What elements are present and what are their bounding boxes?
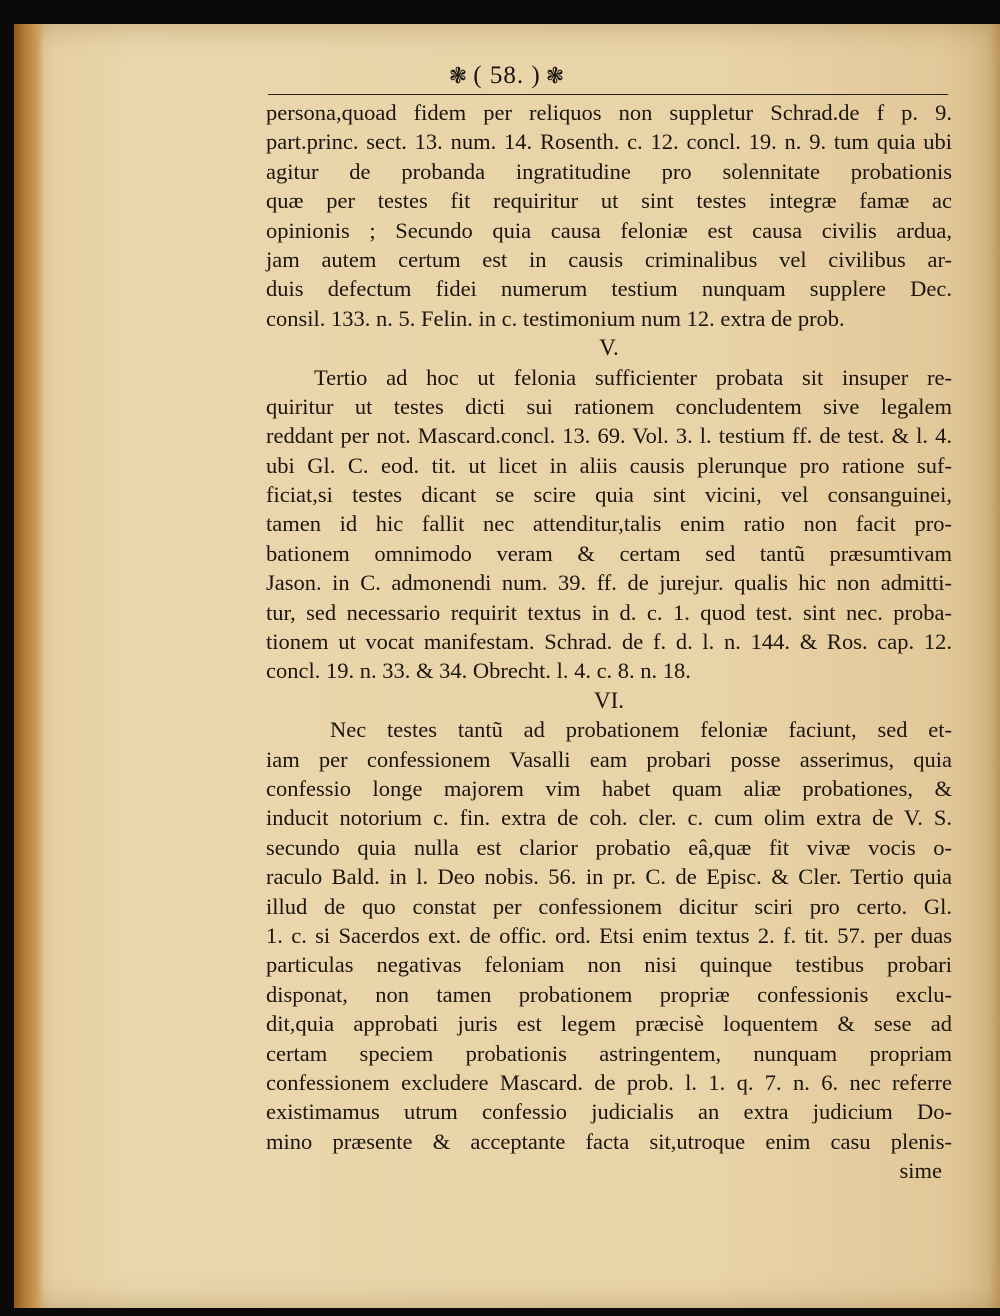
text-line: confessio longe majorem vim habet quam aliæ probationes, & — [266, 775, 952, 801]
page-gutter — [14, 24, 44, 1308]
text-line: confessionem excludere Mascard. de prob. l. 1. q. 7. n. 6. nec referre — [266, 1069, 952, 1095]
text-line: quæ per testes fit requiritur ut sint testes integræ famæ ac — [266, 188, 952, 214]
text-line: bationem omnimodo veram & certam sed tantũ præsumtivam — [266, 540, 952, 566]
ornament-left-icon: ❃ — [448, 63, 469, 88]
text-line: tionem ut vocat manifestam. Schrad. de f. d. l. n. 144. & Ros. cap. 12. — [266, 629, 952, 655]
text-line: secundo quia nulla est clarior probatio eâ,quæ fit vivæ vocis o- — [266, 834, 952, 860]
text-line: Jason. in C. admonendi num. 39. ff. de jurejur. qualis hic non admitti- — [266, 570, 952, 596]
text-line: agitur de probanda ingratitudine pro solennitate probationis — [266, 158, 952, 184]
text-line: certam speciem probationis astringentem, nunquam propriam — [266, 1040, 952, 1066]
text-line: concl. 19. n. 33. & 34. Obrecht. l. 4. c. 8. n. 18. — [266, 658, 691, 684]
page-number: ( 58. ) — [473, 62, 541, 89]
text-line: raculo Bald. in l. Deo nobis. 56. in pr. C. de Episc. & Cler. Tertio quia — [266, 864, 952, 890]
text-line: Nec testes tantũ ad probationem feloniæ faciunt, sed et- — [330, 717, 952, 743]
text-line: dit,quia approbati juris est legem præcisè loquentem & sese ad — [266, 1011, 952, 1037]
page-header — [14, 62, 1000, 90]
section-heading-v: V. — [599, 335, 619, 361]
text-line: jam autem certum est in causis criminalibus vel civilibus ar- — [266, 246, 952, 272]
text-line: ficiat,si testes dicant se scire quia sint vicini, vel consanguinei, — [266, 482, 952, 508]
section-heading-vi: VI. — [593, 687, 625, 713]
paragraph-3 — [266, 715, 952, 1156]
text-line: opinionis ; Secundo quia causa feloniæ est causa civilis ardua, — [266, 217, 952, 243]
text-line: mino præsente & acceptante facta sit,utroque enim casu plenis- — [266, 1128, 952, 1154]
paragraph-2 — [266, 363, 952, 686]
text-line: quiritur ut testes dicti sui rationem concludentem sive legalem — [266, 393, 952, 419]
text-line: consil. 133. n. 5. Felin. in c. testimonium num 12. extra de prob. — [266, 305, 845, 331]
paragraph-1 — [266, 98, 952, 333]
text-line: existimamus utrum confessio judicialis an extra judicium Do- — [266, 1099, 952, 1125]
text-line: inducit notorium c. fin. extra de coh. cler. c. cum olim extra de V. S. — [266, 805, 952, 831]
text-line: persona,quoad fidem per reliquos non suppletur Schrad.de f p. 9. — [266, 100, 952, 125]
text-line: illud de quo constat per confessionem dicitur sciri pro certo. Gl. — [266, 893, 952, 919]
text-line: particulas negativas feloniam non nisi quinque testibus probari — [266, 952, 952, 978]
header-rule — [268, 94, 948, 95]
text-line: tamen id hic fallit nec attenditur,talis enim ratio non facit pro- — [266, 511, 952, 537]
text-line: Tertio ad hoc ut felonia sufficienter probata sit insuper re- — [314, 364, 952, 390]
body-text — [266, 98, 952, 1185]
text-line: tur, sed necessario requirit textus in d. c. 1. quod test. sint nec. proba- — [266, 599, 952, 625]
catchword: sime — [899, 1158, 942, 1184]
text-line: iam per confessionem Vasalli eam probari posse asserimus, quia — [266, 746, 952, 772]
ornament-right-icon: ❃ — [545, 63, 566, 88]
text-line: ubi Gl. C. eod. tit. ut licet in aliis causis plerunque pro ratione suf- — [266, 452, 952, 478]
text-line: duis defectum fidei numerum testium nunquam supplere Dec. — [266, 276, 952, 302]
text-line: part.princ. sect. 13. num. 14. Rosenth. c. 12. concl. 19. n. 9. tum quia ubi — [266, 129, 952, 155]
text-line: disponat, non tamen probationem propriæ confessionis exclu- — [266, 981, 952, 1007]
text-line: 1. c. si Sacerdos ext. de offic. ord. Etsi enim textus 2. f. tit. 57. per duas — [266, 922, 952, 948]
text-line: reddant per not. Mascard.concl. 13. 69. Vol. 3. l. testium ff. de test. & l. 4. — [266, 423, 952, 449]
book-page — [14, 24, 1000, 1308]
